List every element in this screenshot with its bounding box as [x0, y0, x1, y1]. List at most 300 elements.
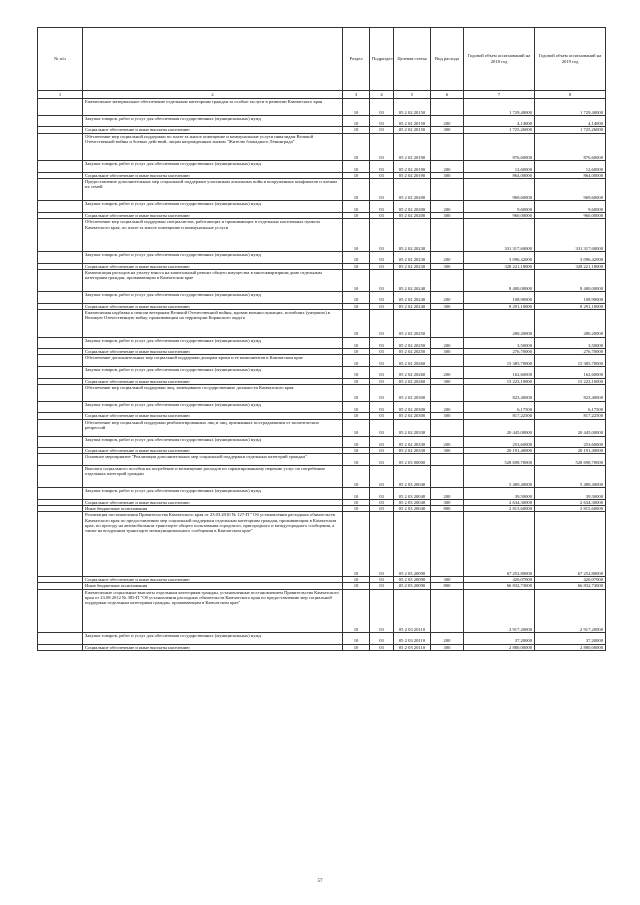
row-amount-2018-cell: 420,07000	[464, 577, 535, 583]
row-number-cell	[38, 133, 83, 161]
row-podrazdel-cell: 03	[370, 633, 394, 645]
header-num: № п/п	[38, 28, 83, 91]
row-amount-2018-cell: 960,00000	[464, 212, 535, 218]
row-razdel-cell: 10	[343, 263, 370, 269]
row-amount-2019-cell: 4,14000	[535, 115, 606, 127]
row-razdel-cell: 10	[343, 292, 370, 304]
row-amount-2018-cell: 108,90000	[464, 292, 535, 304]
row-target-article-cell: 05 2 02 20230	[394, 263, 431, 269]
row-amount-2019-cell: 1 729,40000	[535, 99, 606, 116]
column-index: 7	[464, 91, 535, 99]
row-podrazdel-cell: 03	[370, 252, 394, 264]
row-expense-type-cell: 300	[431, 378, 464, 384]
table-row	[38, 115, 606, 127]
row-amount-2019-cell: 108,90000	[535, 292, 606, 304]
row-number-cell	[38, 436, 83, 448]
row-target-article-cell: 05 2 02 20330	[394, 448, 431, 454]
row-amount-2018-cell: 280,20000	[464, 310, 535, 338]
row-target-article-cell: 05 2 02 20200	[394, 179, 431, 201]
row-amount-2019-cell: 969,60000	[535, 179, 606, 201]
row-number-cell	[38, 644, 83, 650]
row-razdel-cell: 10	[343, 161, 370, 173]
table-row	[38, 633, 606, 645]
table-row	[38, 454, 606, 466]
row-podrazdel-cell: 03	[370, 269, 394, 291]
row-razdel-cell: 10	[343, 378, 370, 384]
row-podrazdel-cell: 03	[370, 577, 394, 583]
row-name-cell: Закупка товаров, работ и услуг для обеспечения государственных (муниципальных) нужд	[83, 115, 343, 127]
row-amount-2018-cell: 2 815,60000	[464, 506, 535, 512]
row-expense-type-cell: 300	[431, 212, 464, 218]
row-razdel-cell: 10	[343, 583, 370, 589]
row-razdel-cell: 10	[343, 466, 370, 488]
row-razdel-cell: 10	[343, 133, 370, 161]
row-amount-2018-cell: 8 291,10000	[464, 303, 535, 309]
row-expense-type-cell: 300	[431, 577, 464, 583]
row-number-cell	[38, 589, 83, 632]
row-podrazdel-cell: 03	[370, 99, 394, 116]
row-razdel-cell: 10	[343, 172, 370, 178]
row-podrazdel-cell: 03	[370, 384, 394, 401]
row-amount-2018-cell: 253,60000	[464, 436, 535, 448]
row-amount-2018-cell: 15 385,70000	[464, 355, 535, 367]
row-amount-2019-cell: 12,60000	[535, 161, 606, 173]
row-name-cell: Обеспечение дополнительных мер социальной поддержки донорам крови и ее компонентов в Камчатском крае	[83, 355, 343, 367]
row-amount-2018-cell: 876,60000	[464, 133, 535, 161]
row-expense-type-cell: 300	[431, 349, 464, 355]
row-podrazdel-cell: 03	[370, 506, 394, 512]
row-target-article-cell: 05 2 03 20090	[394, 577, 431, 583]
row-amount-2019-cell: 5 489,40000	[535, 466, 606, 488]
table-row	[38, 466, 606, 488]
row-number-cell	[38, 269, 83, 291]
table-row	[38, 355, 606, 367]
row-razdel-cell: 10	[343, 644, 370, 650]
row-target-article-cell: 05 2 02 20250	[394, 310, 431, 338]
row-podrazdel-cell: 03	[370, 378, 394, 384]
table-row	[38, 269, 606, 291]
row-amount-2018-cell: 9,60000	[464, 201, 535, 213]
row-amount-2018-cell: 66 832,73000	[464, 583, 535, 589]
row-expense-type-cell: 200	[431, 292, 464, 304]
row-podrazdel-cell: 03	[370, 133, 394, 161]
row-number-cell	[38, 310, 83, 338]
row-podrazdel-cell: 03	[370, 219, 394, 252]
row-amount-2019-cell: 823,40000	[535, 384, 606, 401]
row-expense-type-cell	[431, 454, 464, 466]
table-row	[38, 219, 606, 252]
column-index: 8	[535, 91, 606, 99]
row-target-article-cell: 05 2 02 20250	[394, 349, 431, 355]
row-amount-2018-cell: 276,70000	[464, 349, 535, 355]
row-amount-2018-cell: 2 634,30000	[464, 499, 535, 505]
row-number-cell	[38, 355, 83, 367]
row-name-cell: Социальное обеспечение и иные выплаты населению	[83, 172, 343, 178]
row-number-cell	[38, 454, 83, 466]
table-row	[38, 179, 606, 201]
table-row	[38, 488, 606, 500]
row-expense-type-cell: 300	[431, 172, 464, 178]
row-name-cell: Ежемесячное материальное обеспечение отдельным категориям граждан за особые заслуги в развитии Камчатского края	[83, 99, 343, 116]
row-target-article-cell: 05 2 02 20240	[394, 269, 431, 291]
row-amount-2019-cell: 420,07000	[535, 577, 606, 583]
row-podrazdel-cell: 03	[370, 172, 394, 178]
row-expense-type-cell: 200	[431, 436, 464, 448]
row-expense-type-cell: 300	[431, 413, 464, 419]
row-target-article-cell: 05 2 03 20110	[394, 589, 431, 632]
row-target-article-cell: 05 2 02 20150	[394, 99, 431, 116]
row-name-cell: Предоставление дополнительных мер социальной поддержки участникам локальных войн и вооруженных конфликтов и членам их семей	[83, 179, 343, 201]
row-amount-2019-cell: 276,70000	[535, 349, 606, 355]
row-razdel-cell: 10	[343, 367, 370, 379]
row-name-cell: Закупка товаров, работ и услуг для обеспечения государственных (муниципальных) нужд	[83, 201, 343, 213]
row-target-article-cell: 05 2 02 20230	[394, 252, 431, 264]
row-razdel-cell: 10	[343, 219, 370, 252]
row-amount-2019-cell: 864,00000	[535, 172, 606, 178]
row-amount-2019-cell: 3,50000	[535, 337, 606, 349]
row-razdel-cell: 10	[343, 413, 370, 419]
row-name-cell: Закупка товаров, работ и услуг для обеспечения государственных (муниципальных) нужд	[83, 488, 343, 500]
row-amount-2019-cell: 20 191,40000	[535, 448, 606, 454]
header-allocation-2019: Годовой объем ассигнований на 2019 год	[535, 28, 606, 91]
row-podrazdel-cell: 03	[370, 161, 394, 173]
row-amount-2018-cell: 15 223,10000	[464, 378, 535, 384]
row-amount-2019-cell: 3 096,42000	[535, 252, 606, 264]
row-podrazdel-cell: 03	[370, 454, 394, 466]
row-razdel-cell: 10	[343, 303, 370, 309]
column-index: 5	[394, 91, 431, 99]
row-amount-2019-cell: 39,50000	[535, 488, 606, 500]
row-podrazdel-cell: 03	[370, 436, 394, 448]
row-podrazdel-cell: 03	[370, 488, 394, 500]
row-expense-type-cell: 800	[431, 583, 464, 589]
table-row	[38, 337, 606, 349]
row-name-cell: Обеспечение мер социальной поддержки по плате за жилое помещение и коммунальные услуги инвалидам Великой Отечественной войны и боевых действий, лицам награжденным знаком "Жителю блокадного Ленинграда"	[83, 133, 343, 161]
row-podrazdel-cell: 03	[370, 589, 394, 632]
row-name-cell: Закупка товаров, работ и услуг для обеспечения государственных (муниципальных) нужд	[83, 436, 343, 448]
row-number-cell	[38, 512, 83, 577]
table-row	[38, 310, 606, 338]
row-name-cell: Выплата социального пособия на погребение и возмещение расходов по гарантированному перечню услуг по погребению отдельных категорий граждан	[83, 466, 343, 488]
row-target-article-cell: 05 2 02 20150	[394, 115, 431, 127]
table-row	[38, 252, 606, 264]
row-expense-type-cell: 200	[431, 367, 464, 379]
row-podrazdel-cell: 03	[370, 355, 394, 367]
row-target-article-cell: 05 2 03 20090	[394, 512, 431, 577]
row-razdel-cell: 10	[343, 115, 370, 127]
row-amount-2018-cell: 162,60000	[464, 367, 535, 379]
row-amount-2019-cell: 15 385,70000	[535, 355, 606, 367]
row-target-article-cell: 05 2 03 20110	[394, 633, 431, 645]
row-expense-type-cell	[431, 219, 464, 252]
row-target-article-cell: 05 2 02 20190	[394, 133, 431, 161]
row-expense-type-cell: 200	[431, 161, 464, 173]
table-row	[38, 133, 606, 161]
budget-table	[37, 27, 606, 651]
row-name-cell: Закупка товаров, работ и услуг для обеспечения государственных (муниципальных) нужд	[83, 161, 343, 173]
row-amount-2018-cell: 20 191,40000	[464, 448, 535, 454]
row-target-article-cell: 05 2 02 20230	[394, 219, 431, 252]
table-row	[38, 367, 606, 379]
row-razdel-cell: 10	[343, 99, 370, 116]
row-name-cell: Ежемесячные социальные выплаты отдельным категориям граждан, установленные постановлением Правительства Камчатского края от 23.08.2012 № 385-П "Об установлении расходных обязательств Камчатского края по предоставлению мер социальной поддержки отдельным категориям граждан, проживающим в Камчатском крае"	[83, 589, 343, 632]
row-name-cell: Реализация постановления Правительства Камчатского края от 23.03.2010 № 127-П " Об установлении расходных обязательств Камчатского края по предоставлению мер социальной поддержки отдельным категориям граждан, проживающим в Камчатском крае, по проезду на автомобильном транспорте общего пользования городского, пригородного и междугородного сообщения, а также на воздушном транспорте межмуниципального сообщения в Камчатском крае"	[83, 512, 343, 577]
column-index: 6	[431, 91, 464, 99]
row-expense-type-cell	[431, 355, 464, 367]
row-amount-2019-cell: 15 223,10000	[535, 378, 606, 384]
row-name-cell: Обеспечение мер социальной поддержки специалистов, работающих и проживающих в отдельных населенных пунктах Камчатского края, по плате за жилое помещение и коммунальные услуги	[83, 219, 343, 252]
row-target-article-cell: 05 2 02 20240	[394, 292, 431, 304]
row-podrazdel-cell: 03	[370, 499, 394, 505]
row-amount-2018-cell: 20 445,00000	[464, 419, 535, 436]
row-number-cell	[38, 99, 83, 116]
row-razdel-cell: 10	[343, 589, 370, 632]
table-row	[38, 436, 606, 448]
row-razdel-cell: 10	[343, 201, 370, 213]
row-target-article-cell: 05 2 02 20150	[394, 127, 431, 133]
row-expense-type-cell: 300	[431, 644, 464, 650]
row-expense-type-cell: 800	[431, 506, 464, 512]
row-target-article-cell: 05 2 02 20240	[394, 303, 431, 309]
row-target-article-cell: 05 2 02 20300	[394, 401, 431, 413]
table-row	[38, 292, 606, 304]
row-podrazdel-cell: 03	[370, 337, 394, 349]
row-name-cell: Социальное обеспечение и иные выплаты населению	[83, 303, 343, 309]
row-name-cell: Закупка товаров, работ и услуг для обеспечения государственных (муниципальных) нужд	[83, 367, 343, 379]
table-row	[38, 161, 606, 173]
row-target-article-cell: 05 2 02 20330	[394, 419, 431, 436]
row-name-cell: Ежемесячная надбавка к пенсии ветеранам Великой Отечественной войны, вдовам военнослужащих, погибших (умерших) в Великую Отечественную войну, проживающим на территории Корякского округа	[83, 310, 343, 338]
row-amount-2018-cell: 12,60000	[464, 161, 535, 173]
row-amount-2018-cell: 3 096,42000	[464, 252, 535, 264]
row-target-article-cell: 05 2 02 20190	[394, 161, 431, 173]
row-amount-2019-cell: 253,60000	[535, 436, 606, 448]
row-name-cell: Социальное обеспечение и иные выплаты населению	[83, 577, 343, 583]
row-name-cell: Закупка товаров, работ и услуг для обеспечения государственных (муниципальных) нужд	[83, 633, 343, 645]
row-number-cell	[38, 201, 83, 213]
row-expense-type-cell: 300	[431, 263, 464, 269]
row-amount-2019-cell: 8 400,00000	[535, 269, 606, 291]
page-number: 57	[317, 879, 323, 884]
row-expense-type-cell	[431, 589, 464, 632]
row-amount-2019-cell: 9,60000	[535, 201, 606, 213]
row-podrazdel-cell: 03	[370, 401, 394, 413]
row-amount-2018-cell: 8 400,00000	[464, 269, 535, 291]
row-podrazdel-cell: 03	[370, 310, 394, 338]
row-amount-2019-cell: 1 725,26000	[535, 127, 606, 133]
row-expense-type-cell	[431, 310, 464, 338]
row-name-cell: Обеспечение мер социальной поддержки реабилитированных лиц и лиц, признанных пострадавшими от политических репрессий	[83, 419, 343, 436]
row-podrazdel-cell: 03	[370, 413, 394, 419]
row-number-cell	[38, 367, 83, 379]
row-target-article-cell: 05 2 02 20200	[394, 201, 431, 213]
header-target-article: Целевая статья	[394, 28, 431, 91]
row-razdel-cell: 10	[343, 506, 370, 512]
row-amount-2018-cell: 328 221,18000	[464, 263, 535, 269]
row-expense-type-cell	[431, 269, 464, 291]
header-podrazdel: Подраздел	[370, 28, 394, 91]
row-target-article-cell: 05 2 03 20040	[394, 506, 431, 512]
row-podrazdel-cell: 03	[370, 349, 394, 355]
row-name-cell: Социальное обеспечение и иные выплаты населению	[83, 349, 343, 355]
row-razdel-cell: 10	[343, 310, 370, 338]
row-expense-type-cell: 300	[431, 303, 464, 309]
row-expense-type-cell: 200	[431, 252, 464, 264]
row-podrazdel-cell: 03	[370, 127, 394, 133]
row-razdel-cell: 10	[343, 355, 370, 367]
row-amount-2018-cell: 3,50000	[464, 337, 535, 349]
row-amount-2019-cell: 162,60000	[535, 367, 606, 379]
row-podrazdel-cell: 03	[370, 263, 394, 269]
row-amount-2019-cell: 20 445,00000	[535, 419, 606, 436]
row-podrazdel-cell: 03	[370, 201, 394, 213]
row-name-cell: Закупка товаров, работ и услуг для обеспечения государственных (муниципальных) нужд	[83, 337, 343, 349]
row-expense-type-cell	[431, 512, 464, 577]
row-name-cell: Социальное обеспечение и иные выплаты населению	[83, 378, 343, 384]
row-amount-2018-cell: 39,50000	[464, 488, 535, 500]
row-amount-2019-cell: 2 880,00000	[535, 644, 606, 650]
column-index: 4	[370, 91, 394, 99]
row-amount-2019-cell: 37,20000	[535, 633, 606, 645]
row-number-cell	[38, 419, 83, 436]
table-row	[38, 384, 606, 401]
column-index-row	[38, 91, 606, 99]
row-expense-type-cell: 300	[431, 448, 464, 454]
row-amount-2019-cell: 8 291,10000	[535, 303, 606, 309]
row-amount-2018-cell: 823,40000	[464, 384, 535, 401]
row-name-cell: Закупка товаров, работ и услуг для обеспечения государственных (муниципальных) нужд	[83, 292, 343, 304]
row-target-article-cell: 05 2 02 20260	[394, 355, 431, 367]
row-expense-type-cell: 300	[431, 127, 464, 133]
row-amount-2018-cell: 2 917,20000	[464, 589, 535, 632]
table-row	[38, 644, 606, 650]
column-index: 2	[83, 91, 343, 99]
row-name-cell: Иные бюджетные ассигнования	[83, 506, 343, 512]
row-amount-2019-cell: 280,20000	[535, 310, 606, 338]
row-amount-2019-cell: 817,22500	[535, 413, 606, 419]
row-razdel-cell: 10	[343, 454, 370, 466]
row-target-article-cell: 05 2 02 20250	[394, 337, 431, 349]
row-target-article-cell: 05 2 02 20260	[394, 378, 431, 384]
row-number-cell	[38, 401, 83, 413]
row-razdel-cell: 10	[343, 179, 370, 201]
row-amount-2019-cell: 331 317,60000	[535, 219, 606, 252]
row-podrazdel-cell: 03	[370, 303, 394, 309]
table-row	[38, 401, 606, 413]
row-amount-2018-cell: 4,14000	[464, 115, 535, 127]
row-razdel-cell: 10	[343, 252, 370, 264]
header-name	[83, 28, 343, 91]
row-target-article-cell: 05 2 03 00000	[394, 454, 431, 466]
row-amount-2019-cell: 2 917,20000	[535, 589, 606, 632]
row-podrazdel-cell: 03	[370, 367, 394, 379]
row-razdel-cell: 10	[343, 499, 370, 505]
row-expense-type-cell: 200	[431, 115, 464, 127]
row-amount-2018-cell: 37,20000	[464, 633, 535, 645]
table-row	[38, 99, 606, 116]
row-razdel-cell: 10	[343, 577, 370, 583]
row-razdel-cell: 10	[343, 337, 370, 349]
table-body	[38, 99, 606, 651]
row-podrazdel-cell: 03	[370, 583, 394, 589]
table-row	[38, 419, 606, 436]
row-razdel-cell: 10	[343, 488, 370, 500]
row-amount-2019-cell: 2 815,60000	[535, 506, 606, 512]
row-amount-2019-cell: 67 252,80000	[535, 512, 606, 577]
row-name-cell: Социальное обеспечение и иные выплаты населению	[83, 263, 343, 269]
row-expense-type-cell	[431, 466, 464, 488]
row-target-article-cell: 05 2 02 20300	[394, 413, 431, 419]
table-row	[38, 201, 606, 213]
table-header-row	[38, 28, 606, 91]
row-razdel-cell: 10	[343, 349, 370, 355]
row-amount-2018-cell: 528 698,70000	[464, 454, 535, 466]
row-podrazdel-cell: 03	[370, 179, 394, 201]
row-name-cell: Закупка товаров, работ и услуг для обеспечения государственных (муниципальных) нужд	[83, 252, 343, 264]
row-target-article-cell: 05 2 02 20190	[394, 172, 431, 178]
row-podrazdel-cell: 03	[370, 644, 394, 650]
row-razdel-cell: 10	[343, 212, 370, 218]
row-target-article-cell: 05 2 02 20330	[394, 436, 431, 448]
row-number-cell	[38, 179, 83, 201]
row-podrazdel-cell: 03	[370, 466, 394, 488]
row-amount-2018-cell: 864,00000	[464, 172, 535, 178]
row-number-cell	[38, 115, 83, 127]
row-name-cell: Социальное обеспечение и иные выплаты населению	[83, 448, 343, 454]
row-number-cell	[38, 161, 83, 173]
column-index: 1	[38, 91, 83, 99]
row-name-cell: Основное мероприятие "Реализация дополнительных мер социальной поддержки отдельных категорий граждан"	[83, 454, 343, 466]
row-amount-2018-cell: 817,22500	[464, 413, 535, 419]
row-name-cell: Социальное обеспечение и иные выплаты населению	[83, 413, 343, 419]
row-number-cell	[38, 384, 83, 401]
row-number-cell	[38, 219, 83, 252]
row-number-cell	[38, 633, 83, 645]
row-name-cell: Социальное обеспечение и иные выплаты населению	[83, 644, 343, 650]
row-name-cell: Иные бюджетные ассигнования	[83, 583, 343, 589]
row-amount-2018-cell: 331 317,60000	[464, 219, 535, 252]
header-expense-type: Вид расхода	[431, 28, 464, 91]
row-expense-type-cell	[431, 133, 464, 161]
row-expense-type-cell	[431, 99, 464, 116]
row-amount-2018-cell: 5 489,40000	[464, 466, 535, 488]
row-expense-type-cell	[431, 179, 464, 201]
row-amount-2018-cell: 67 252,80000	[464, 512, 535, 577]
row-amount-2019-cell: 66 832,73000	[535, 583, 606, 589]
row-amount-2019-cell: 876,60000	[535, 133, 606, 161]
row-target-article-cell: 05 2 02 20260	[394, 367, 431, 379]
budget-page	[37, 27, 605, 651]
row-target-article-cell: 05 2 03 20090	[394, 583, 431, 589]
row-amount-2018-cell: 969,60000	[464, 179, 535, 201]
row-expense-type-cell: 200	[431, 488, 464, 500]
row-target-article-cell: 05 2 03 20110	[394, 644, 431, 650]
row-expense-type-cell	[431, 419, 464, 436]
row-name-cell: Социальное обеспечение и иные выплаты населению	[83, 212, 343, 218]
header-allocation-2018: Годовой объем ассигнований на 2018 год	[464, 28, 535, 91]
row-amount-2018-cell: 6,17500	[464, 401, 535, 413]
row-number-cell	[38, 488, 83, 500]
row-amount-2018-cell: 2 880,00000	[464, 644, 535, 650]
row-expense-type-cell	[431, 384, 464, 401]
row-amount-2019-cell: 328 221,18000	[535, 263, 606, 269]
row-razdel-cell: 10	[343, 419, 370, 436]
row-number-cell	[38, 337, 83, 349]
row-expense-type-cell: 200	[431, 201, 464, 213]
row-podrazdel-cell: 03	[370, 419, 394, 436]
row-expense-type-cell: 200	[431, 337, 464, 349]
row-name-cell: Компенсация расходов на уплату взноса на капитальный ремонт общего имущества в многоквартирном доме отдельным категориям граждан, проживающим в Камчатском крае	[83, 269, 343, 291]
